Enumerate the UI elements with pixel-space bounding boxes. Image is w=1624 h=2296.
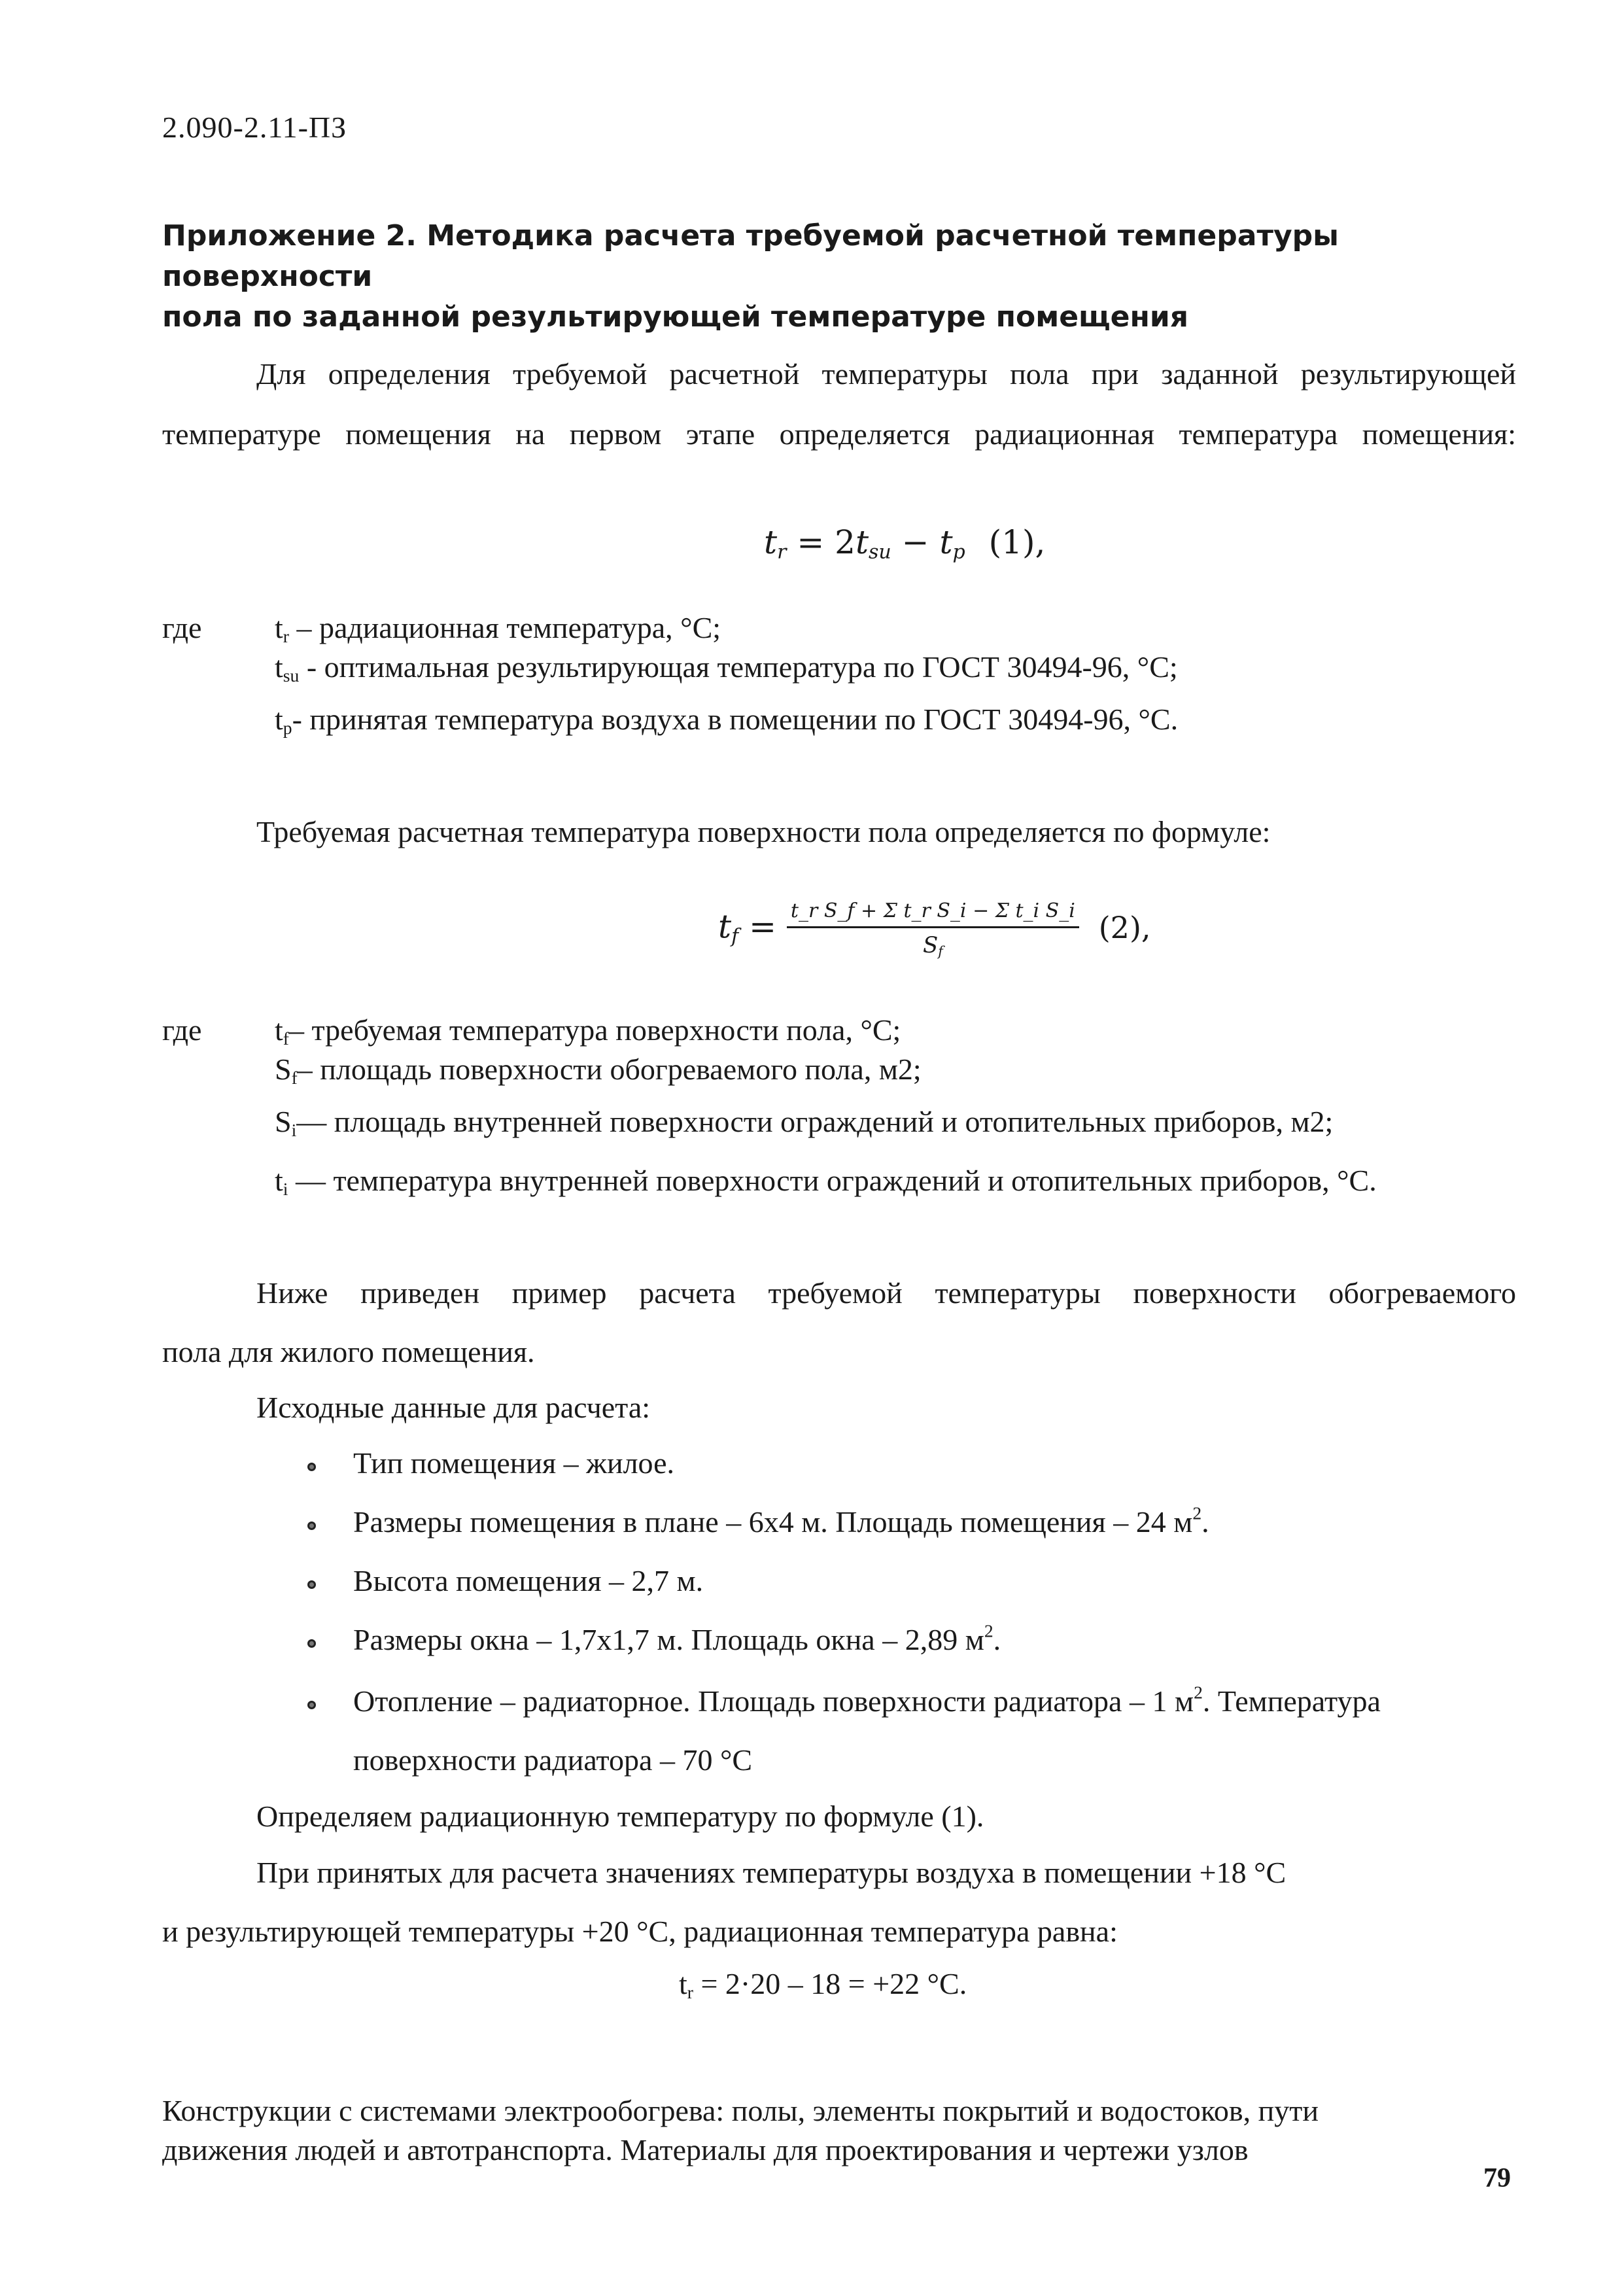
where2-item: $S_f-$ площадь поверхности обогреваемого пола, м2; [275, 1052, 922, 1088]
calc-result: $t_r = 2\cdot 20 - 18 = +22$ °С. [679, 1967, 967, 2002]
formula-2: $t_f$ = $\frac{\text{t\_r S\_f + Σ t\_r S\_i − Σ t\_i S\_i}}{S_f}$ (2), [718, 899, 1151, 960]
bullet-dot [307, 1580, 316, 1589]
where2-item: $t_f-$ требуемая температура поверхности пола, °С; [275, 1013, 901, 1049]
appendix-title-line-2: пола по заданной результирующей температуре помещения [162, 300, 1189, 334]
appendix-title-line-1: Приложение 2. Методика расчета требуемой расчетной температуры поверхности [162, 219, 1339, 293]
example-line-1: Ниже приведен пример расчета требуемой температуры поверхности обогреваемого [256, 1276, 1516, 1310]
formula-2-denominator: $S_f$ [922, 932, 943, 960]
bullet-dot [307, 1701, 316, 1709]
intro-line-1: Для определения требуемой расчетной температуры пола при заданной результирующей [256, 357, 1516, 391]
formula-1: $t_r = 2t_{su} - t_p$ (1), [764, 523, 1046, 564]
where-label-2: где [162, 1013, 202, 1047]
bullet-item: Тип помещения – жилое. [353, 1446, 675, 1480]
bullet-dot [307, 1463, 316, 1471]
bullet-item-continuation: поверхности радиатора – 70 °С [353, 1743, 753, 1777]
bullet-dot [307, 1639, 316, 1648]
document-code: 2.090-2.11-ПЗ [162, 111, 347, 144]
example-line-2: пола для жилого помещения. [162, 1335, 535, 1368]
bullet-dot [307, 1522, 316, 1530]
where2-item: $S_i—$ площадь внутренней поверхности ограждений и отопительных приборов, м2; [275, 1105, 1334, 1140]
bullet-item: Высота помещения – 2,7 м. [353, 1564, 704, 1597]
formula-2-fraction [787, 899, 1079, 959]
footer-line-2: движения людей и автотранспорта. Материалы для проектирования и чертежи узлов [162, 2133, 1249, 2166]
calc-step-2-line-2: и результирующей температуры +20 °С, радиационная температура равна: [162, 1915, 1118, 1948]
bullet-item: Размеры помещения в плане – 6х4 м. Площадь помещения – 24 $м^2$. [353, 1503, 1209, 1539]
calc-step-1: Определяем радиационную температуру по формуле (1). [256, 1800, 984, 1833]
where1-item: $t_p-$ принятая температура воздуха в помещении по ГОСТ 30494-96, °С. [275, 703, 1179, 738]
formula-2-tag: (2), [1098, 909, 1151, 945]
where1-item: $t_{su}$ - оптимальная результирующая температура по ГОСТ 30494-96, °C; [275, 650, 1178, 686]
where2-item: $t_i$ — температура внутренней поверхности ограждений и отопительных приборов, °С. [275, 1164, 1377, 1199]
bullet-item: Отопление – радиаторное. Площадь поверхности радиатора – 1 $м^2$. Температура [353, 1682, 1381, 1718]
formula-2-numerator: t_r S_f + Σ t_r S_i − Σ t_i S_i [787, 899, 1079, 928]
footer-line-1: Конструкции с системами электрообогрева: полы, элементы покрытий и водостоков, пути [162, 2094, 1319, 2127]
where-label-1: где [162, 611, 202, 644]
floor-intro: Требуемая расчетная температура поверхности пола определяется по формуле: [256, 815, 1271, 848]
where1-item: $t_r$ – радиационная температура, °C; [275, 611, 721, 646]
appendix-title [162, 216, 1503, 338]
bullet-item: Размеры окна – 1,7х1,7 м. Площадь окна – 2,89 $м^2$. [353, 1620, 1001, 1656]
intro-line-2: температуре помещения на первом этапе определяется радиационная температура помещения: [162, 417, 1516, 451]
page-number: 79 [1483, 2163, 1511, 2193]
formula-1-tag: (1), [988, 523, 1046, 561]
source-data-label: Исходные данные для расчета: [256, 1391, 651, 1424]
calc-step-2-line-1: При принятых для расчета значениях температуры воздуха в помещении +18 °С [256, 1856, 1287, 1889]
